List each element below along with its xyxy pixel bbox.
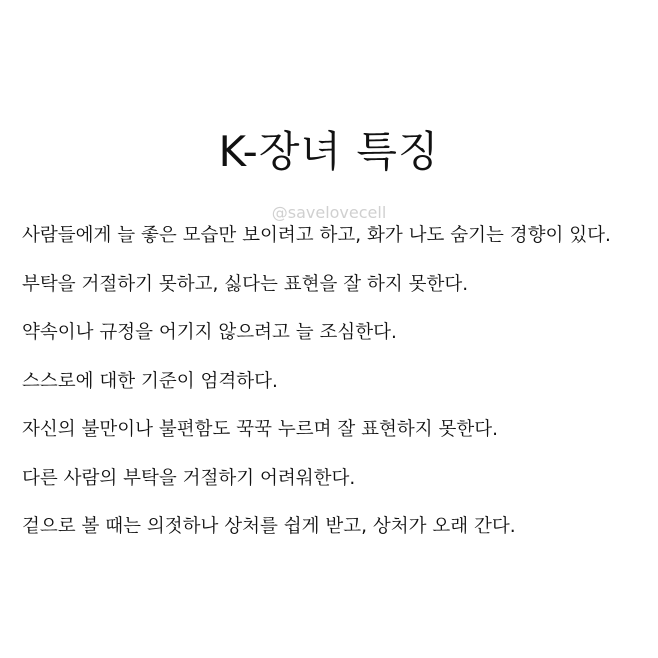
trait-line: 사람들에게 늘 좋은 모습만 보이려고 하고, 화가 나도 숨기는 경향이 있다. — [22, 225, 611, 246]
trait-line: 부탁을 거절하기 못하고, 싫다는 표현을 잘 하지 못한다. — [22, 273, 469, 295]
watermark: @savelovecell — [271, 203, 387, 222]
trait-line: 자신의 불만이나 불편함도 꾹꾹 누르며 잘 표현하지 못한다. — [22, 419, 498, 440]
page-title: K-장녀 특징 — [218, 127, 440, 176]
trait-line: 겉으로 볼 때는 의젓하나 상처를 쉽게 받고, 상처가 오래 간다. — [22, 516, 516, 537]
trait-line: 약속이나 규정을 어기지 않으려고 늘 조심한다. — [22, 322, 397, 343]
trait-line: 다른 사람의 부탁을 거절하기 어려워한다. — [22, 467, 356, 489]
trait-list — [22, 224, 652, 564]
trait-line: 스스로에 대한 기준이 엄격하다. — [22, 370, 278, 392]
